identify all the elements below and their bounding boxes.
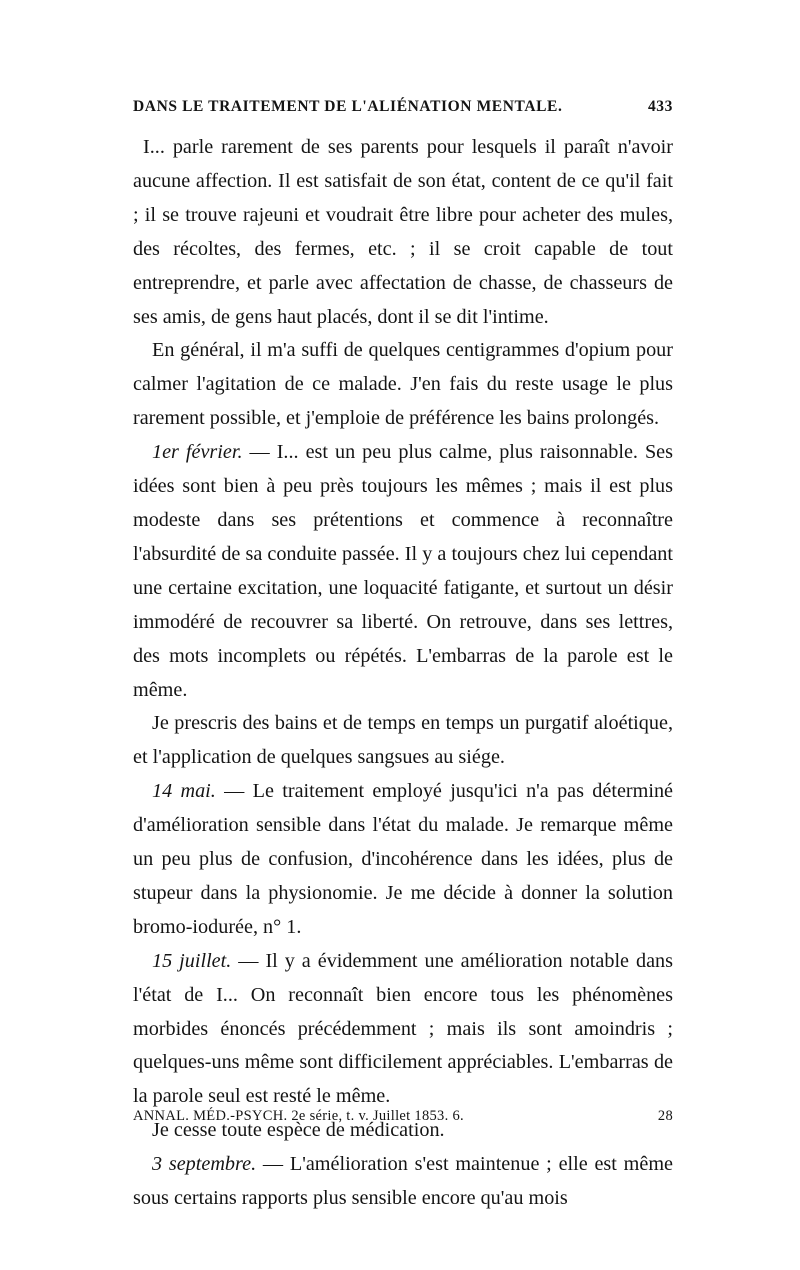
dateline-may: 14 mai. bbox=[152, 780, 216, 803]
paragraph-6: 15 juillet. — Il y a évidemment une amélioration notable dans l'état de I... On reconnaît bien encore tous les phénomènes morbides énoncés précédemment ; mais ils sont amoindris ; quelques-uns même sont difficilement appréciables. L'embarras de la parole seul est resté le même. bbox=[133, 949, 673, 1108]
body-text bbox=[133, 131, 673, 1216]
paragraph-5: 14 mai. — Le traitement employé jusqu'ici n'a pas déterminé d'amélioration sensible dans l'état du malade. Je remarque même un peu plus de confusion, d'incohérence dans les idées, plus de stupeur dans la physionomie. Je me décide à donner la solution bromo-iodurée, n° 1. bbox=[133, 780, 673, 938]
paragraph-2: En général, il m'a suffi de quelques centigrammes d'opium pour calmer l'agitation de ce malade. J'en fais du reste usage le plus rarement possible, et j'emploie de préférence les bains prolongés. bbox=[133, 339, 673, 430]
paragraph-7: Je cesse toute espèce de médication. bbox=[152, 1119, 445, 1142]
running-title: DANS LE TRAITEMENT DE L'ALIÉNATION MENTALE. bbox=[133, 98, 563, 115]
paragraph-4: Je prescris des bains et de temps en temps un purgatif aloétique, et l'application de quelques sangsues au siége. bbox=[133, 712, 673, 769]
page-number: 433 bbox=[647, 98, 673, 115]
paragraph-1: I... parle rarement de ses parents pour lesquels il paraît n'avoir aucune affection. Il est satisfait de son état, content de ce qu'il fait ; il se trouve rajeuni et voudrait être libre pour acheter des mules, des récoltes, des fermes, etc. ; il se croit capable de tout entreprendre, et parle avec affectation de chasse, de chasseurs de ses amis, de gens haut placés, dont il se dit l'intime. bbox=[133, 136, 673, 328]
running-head bbox=[133, 98, 673, 116]
paragraph-3: 1er février. — I... est un peu plus calme, plus raisonnable. Ses idées sont bien à peu près toujours les mêmes ; mais il est plus modeste dans ses prétentions et commence à reconnaître l'absurdité de sa conduite passée. Il y a toujours chez lui cependant une certaine excitation, une loquacité fatigante, et surtout un désir immodéré de recouvrer sa liberté. On retrouve, dans ses lettres, des mots incomplets ou répétés. L'embarras de la parole est le même. bbox=[133, 441, 673, 701]
dateline-july: 15 juillet. bbox=[152, 949, 232, 972]
sheet-number: 28 bbox=[657, 1108, 673, 1124]
paragraph-8: 3 septembre. — L'amélioration s'est maintenue ; elle est même sous certains rapports plus sensible encore qu'au mois bbox=[133, 1153, 673, 1210]
signature-line: ANNAL. MÉD.-PSYCH. 2e série, t. v. Juillet 1853. 6. bbox=[133, 1108, 464, 1124]
dateline-sept: 3 septembre. bbox=[152, 1153, 257, 1176]
page-footer bbox=[133, 1108, 673, 1125]
dateline-feb: 1er février. bbox=[152, 441, 243, 464]
